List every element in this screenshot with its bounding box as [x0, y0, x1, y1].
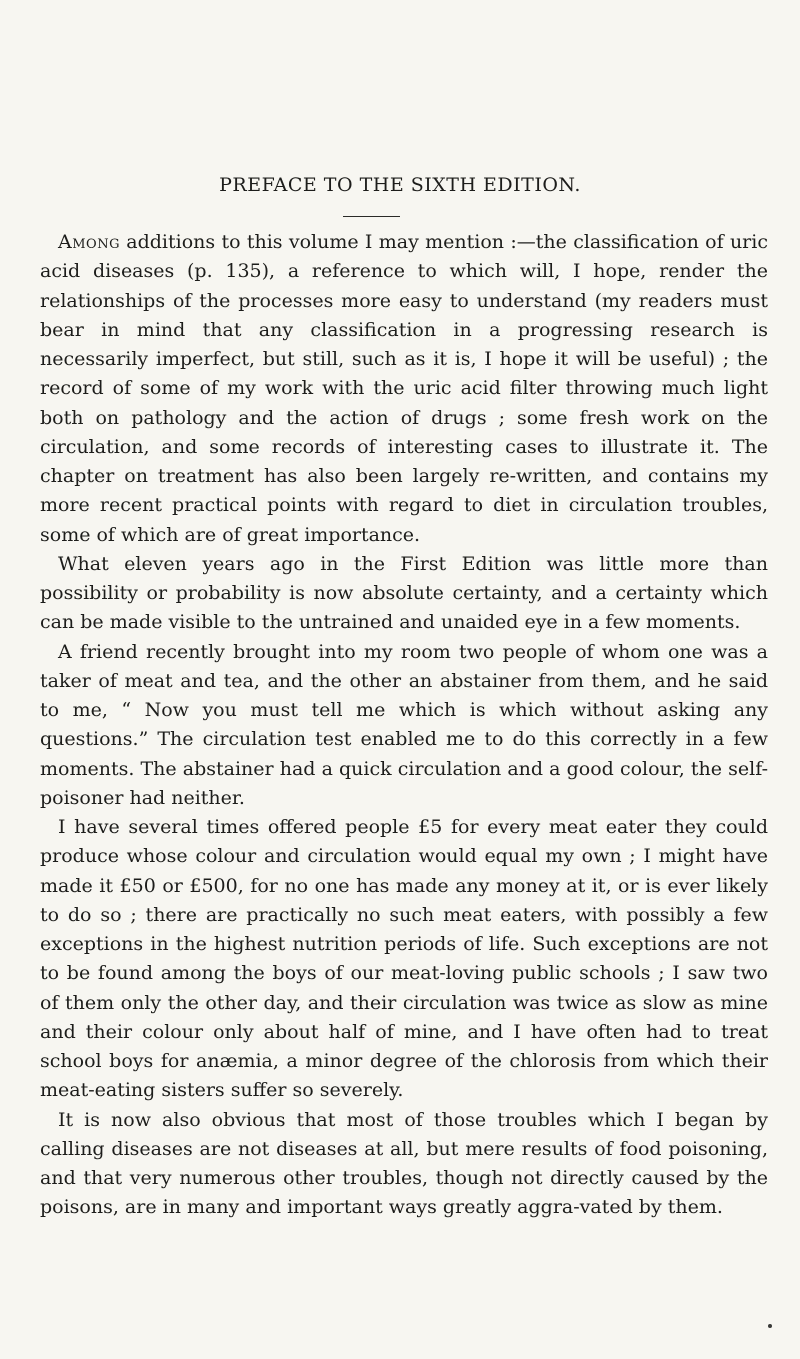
page-heading: PREFACE TO THE SIXTH EDITION. [219, 174, 581, 196]
paragraph-5: It is now also obvious that most of those troubles which I began by calling diseases are not diseases at all, but mere results of food poisoning, and that very numerous other troubles, though not directly caused by the poisons, are in many and important ways greatly aggra-vated by them. [40, 1108, 768, 1219]
page-mark [768, 1324, 772, 1328]
preface-body [40, 228, 768, 1223]
paragraph-4: I have several times offered people £5 for every meat eater they could produce whose colour and circulation would equal my own ; I might have made it £50 or £500, for no one has made any money at it, or is ever likely to do so ; there are practically no such meat eaters, with possibly a few exceptions in the highest nutrition periods of life. Such exceptions are not to be found among the boys of our meat-loving public schools ; I saw two of them only the other day, and their circulation was twice as slow as mine and their colour only about half of mine, and I have often had to treat school boys for anæmia, a minor degree of the chlorosis from which their meat-eating sisters suffer so severely. [40, 816, 768, 1102]
paragraph-1-lead: Among [58, 231, 120, 253]
heading-rule [343, 216, 400, 217]
paragraph-3: A friend recently brought into my room two people of whom one was a taker of meat and tea, and the other an abstainer from them, and he said to me, “ Now you must tell me which is which without asking any questions.” The circulation test enabled me to do this correctly in a few moments. The abstainer had a quick circulation and a good colour, the self-poisoner had neither. [40, 640, 768, 809]
paragraph-2: What eleven years ago in the First Edition was little more than possibility or probability is now absolute certainty, and a certainty which can be made visible to the untrained and unaided eye in a few moments. [40, 552, 768, 634]
paragraph-1-text: additions to this volume I may mention :—the classification of uric acid diseases (p. 135), a reference to which will, I hope, render the relationships of the processes more easy to understand (my readers must bear in mind that any classification in a progressing research is necessarily imperfect, but still, such as it is, I hope it will be useful) ; the record of some of my work with the uric acid filter throwing much light both on pathology and the action of drugs ; some fresh work on the circulation, and some records of interesting cases to illustrate it. The chapter on treatment has also been largely re-written, and contains my more recent practical points with regard to diet in circulation troubles, some of which are of great importance. [40, 231, 768, 546]
paragraph-1 [40, 228, 768, 550]
